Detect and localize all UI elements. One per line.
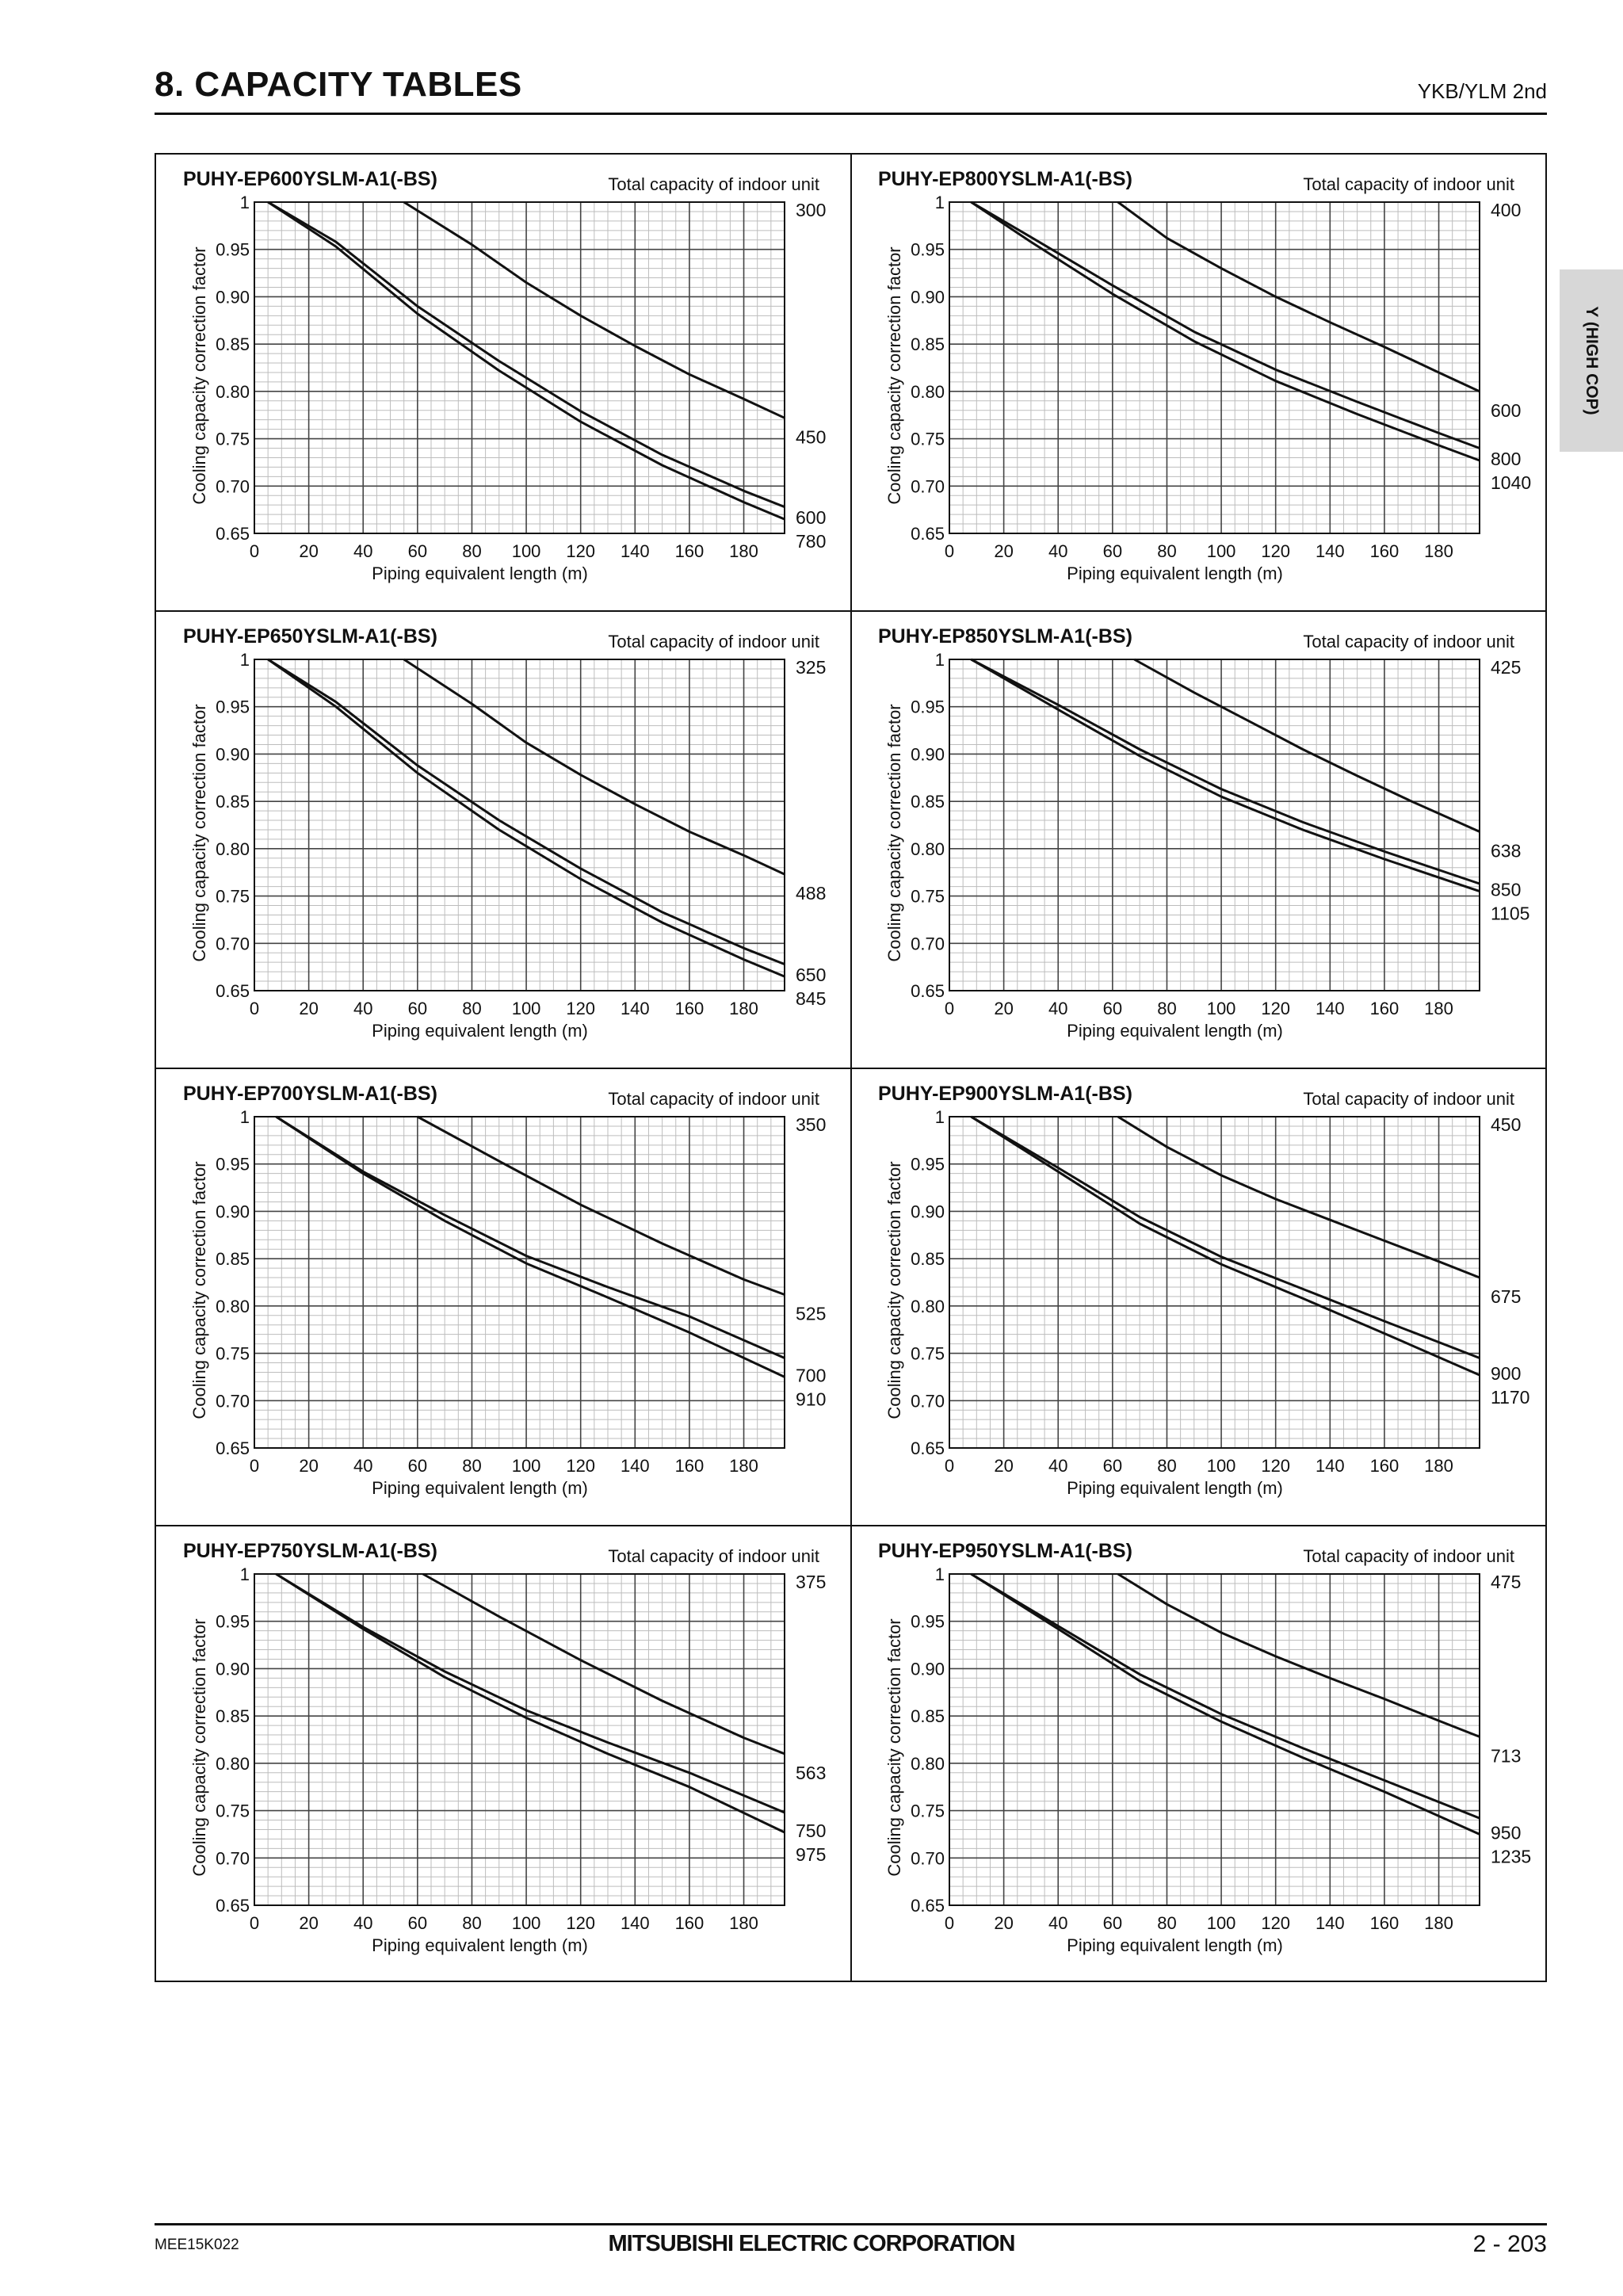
series-end-label: 488 (796, 883, 827, 904)
y-tick-label: 0.70 (911, 1391, 945, 1412)
x-axis-label: Piping equivalent length (m) (1067, 1021, 1283, 1041)
chart-cell (851, 155, 1546, 611)
y-tick-label: 0.80 (216, 1296, 250, 1316)
x-tick-label: 80 (1157, 541, 1177, 561)
x-tick-label: 100 (511, 999, 541, 1018)
x-tick-label: 20 (994, 999, 1014, 1018)
y-tick-label: 0.65 (216, 1438, 250, 1458)
x-tick-label: 140 (1315, 999, 1345, 1018)
y-tick-label: 0.70 (216, 934, 250, 954)
chart-ep900 (851, 1069, 1546, 1526)
x-tick-label: 80 (1157, 1913, 1177, 1933)
y-tick-label: 0.85 (216, 1706, 250, 1727)
y-axis-label: Cooling capacity correction factor (884, 704, 904, 962)
y-tick-label: 0.75 (911, 429, 945, 449)
x-axis-label: Piping equivalent length (m) (1067, 1935, 1283, 1955)
y-tick-label: 0.80 (911, 1753, 945, 1774)
footer-divider (155, 2223, 1547, 2225)
x-tick-label: 60 (407, 1913, 428, 1933)
y-tick-label: 0.95 (911, 697, 945, 717)
series-end-label: 600 (1491, 399, 1522, 421)
series-end-label: 600 (796, 507, 827, 529)
series-end-label: 650 (796, 965, 827, 986)
x-tick-label: 80 (462, 541, 482, 561)
x-tick-label: 140 (620, 999, 650, 1018)
series-end-label: 350 (796, 1114, 827, 1135)
x-tick-label: 20 (299, 541, 319, 561)
plot-frame (254, 1574, 785, 1905)
x-tick-label: 60 (1102, 999, 1123, 1018)
minor-gridlines (254, 1117, 785, 1448)
x-tick-label: 160 (1369, 541, 1400, 561)
y-tick-label: 1 (934, 1107, 945, 1127)
grid-divider-horizontal (156, 610, 1545, 612)
y-tick-label: 0.70 (216, 1848, 250, 1869)
y-axis-label: Cooling capacity correction factor (189, 246, 209, 505)
x-tick-label: 120 (1261, 541, 1291, 561)
chart-cell (156, 612, 851, 1068)
major-gridlines (949, 659, 1480, 991)
series-line (971, 1117, 1480, 1375)
series-line (276, 1574, 785, 1813)
y-tick-label: 0.85 (216, 792, 250, 812)
chart-title: PUHY-EP950YSLM-A1(-BS) (878, 1540, 1132, 1562)
y-axis-label: Cooling capacity correction factor (884, 246, 904, 505)
x-tick-label: 40 (353, 1913, 373, 1933)
chart-cell (851, 1526, 1546, 1983)
plot-frame (949, 202, 1480, 533)
y-tick-label: 0.75 (911, 1801, 945, 1821)
legend-title: Total capacity of indoor unit (608, 1089, 819, 1109)
x-tick-label: 80 (462, 999, 482, 1018)
document-code: MEE15K022 (155, 2237, 239, 2253)
y-tick-label: 0.75 (911, 1343, 945, 1364)
series-line (971, 659, 1480, 884)
plot-frame (949, 1574, 1480, 1905)
legend-title: Total capacity of indoor unit (1303, 1546, 1514, 1566)
x-tick-label: 160 (674, 1456, 705, 1476)
x-tick-label: 40 (1048, 999, 1068, 1018)
x-tick-label: 0 (249, 999, 260, 1018)
y-axis-label: Cooling capacity correction factor (884, 1618, 904, 1877)
chart-title: PUHY-EP900YSLM-A1(-BS) (878, 1083, 1132, 1105)
x-tick-label: 140 (1315, 1913, 1345, 1933)
y-tick-label: 0.90 (911, 1201, 945, 1222)
x-tick-label: 20 (299, 999, 319, 1018)
series-end-label: 1235 (1491, 1846, 1532, 1867)
x-axis-label: Piping equivalent length (m) (372, 1021, 588, 1041)
x-tick-label: 100 (511, 541, 541, 561)
x-tick-label: 20 (994, 1913, 1014, 1933)
x-tick-label: 80 (1157, 1456, 1177, 1476)
series-end-label: 780 (796, 531, 827, 552)
x-tick-label: 160 (1369, 1456, 1400, 1476)
y-tick-label: 0.90 (216, 1201, 250, 1222)
y-tick-label: 0.65 (216, 981, 250, 1001)
y-tick-label: 0.80 (216, 839, 250, 859)
x-tick-label: 180 (729, 999, 758, 1018)
x-tick-label: 20 (299, 1456, 319, 1476)
capacity-chart-grid (155, 153, 1547, 1982)
series-end-label: 450 (1491, 1114, 1522, 1135)
y-tick-label: 0.90 (216, 287, 250, 308)
chart-ep950 (851, 1526, 1546, 1983)
series-end-label: 450 (796, 426, 827, 448)
y-tick-label: 0.90 (911, 1659, 945, 1679)
chart-ep650 (156, 612, 851, 1068)
x-tick-label: 100 (1206, 1456, 1236, 1476)
y-tick-label: 1 (239, 650, 250, 670)
series-end-label: 300 (796, 200, 827, 220)
y-tick-label: 0.65 (911, 981, 945, 1001)
legend-title: Total capacity of indoor unit (1303, 174, 1514, 194)
y-tick-label: 0.75 (216, 1801, 250, 1821)
y-tick-label: 0.85 (911, 1706, 945, 1727)
y-tick-label: 0.70 (216, 1391, 250, 1412)
x-tick-label: 100 (1206, 999, 1236, 1018)
x-tick-label: 180 (729, 1913, 758, 1933)
x-tick-label: 120 (1261, 1456, 1291, 1476)
series-line (276, 1574, 785, 1832)
chart-title: PUHY-EP750YSLM-A1(-BS) (183, 1540, 437, 1562)
minor-gridlines (949, 1117, 1480, 1448)
x-tick-label: 120 (1261, 999, 1291, 1018)
y-tick-label: 0.70 (911, 476, 945, 497)
page-title: 8. CAPACITY TABLES (155, 65, 522, 104)
x-tick-label: 100 (511, 1456, 541, 1476)
series-line (276, 1117, 785, 1377)
series-end-label: 400 (1491, 200, 1522, 220)
plot-frame (949, 659, 1480, 991)
y-tick-label: 0.65 (911, 1438, 945, 1458)
x-tick-label: 140 (620, 1456, 650, 1476)
x-axis-label: Piping equivalent length (m) (1067, 563, 1283, 583)
x-tick-label: 100 (511, 1913, 541, 1933)
y-tick-label: 0.80 (911, 381, 945, 402)
y-tick-label: 1 (239, 1564, 250, 1584)
y-tick-label: 1 (934, 650, 945, 670)
series-end-label: 675 (1491, 1286, 1522, 1308)
model-series-label: YKB/YLM 2nd (1417, 79, 1547, 103)
x-tick-label: 40 (1048, 541, 1068, 561)
x-tick-label: 160 (1369, 999, 1400, 1018)
series-line (1134, 659, 1480, 831)
y-tick-label: 0.80 (216, 1753, 250, 1774)
y-tick-label: 0.80 (216, 381, 250, 402)
y-tick-label: 0.70 (911, 1848, 945, 1869)
x-tick-label: 120 (566, 541, 596, 561)
legend-title: Total capacity of indoor unit (608, 174, 819, 194)
section-side-tab-label: Y (HIGH COP) (1583, 306, 1601, 415)
series-end-label: 325 (796, 657, 827, 678)
series-end-label: 563 (796, 1762, 827, 1783)
y-tick-label: 0.95 (216, 697, 250, 717)
x-tick-label: 160 (1369, 1913, 1400, 1933)
x-tick-label: 0 (944, 1913, 955, 1933)
x-tick-label: 160 (674, 999, 705, 1018)
series-end-label: 425 (1491, 657, 1522, 678)
legend-title: Total capacity of indoor unit (608, 1546, 819, 1566)
series-end-label: 475 (1491, 1572, 1522, 1592)
chart-cell (156, 1526, 851, 1983)
x-tick-label: 0 (944, 1456, 955, 1476)
y-tick-label: 0.65 (216, 524, 250, 544)
x-tick-label: 60 (1102, 541, 1123, 561)
y-tick-label: 0.65 (911, 524, 945, 544)
x-tick-label: 120 (566, 1456, 596, 1476)
y-axis-label: Cooling capacity correction factor (189, 704, 209, 962)
x-axis-label: Piping equivalent length (m) (1067, 1478, 1283, 1498)
series-end-label: 700 (796, 1365, 827, 1386)
y-tick-label: 1 (239, 193, 250, 212)
section-side-tab[interactable] (1560, 269, 1623, 452)
y-tick-label: 1 (934, 1564, 945, 1584)
series-end-label: 975 (796, 1844, 827, 1866)
series-line (971, 202, 1480, 460)
x-tick-label: 40 (1048, 1456, 1068, 1476)
chart-cell (156, 1069, 851, 1526)
x-tick-label: 60 (407, 1456, 428, 1476)
x-tick-label: 180 (1424, 999, 1453, 1018)
grid-divider-horizontal (156, 1525, 1545, 1526)
minor-gridlines (949, 1574, 1480, 1905)
y-tick-label: 0.85 (911, 1249, 945, 1270)
x-tick-label: 120 (566, 1913, 596, 1933)
plot-frame (254, 1117, 785, 1448)
y-tick-label: 0.70 (911, 934, 945, 954)
series-end-label: 638 (1491, 840, 1522, 861)
x-tick-label: 60 (1102, 1456, 1123, 1476)
x-tick-label: 180 (1424, 1456, 1453, 1476)
major-gridlines (254, 1117, 785, 1448)
chart-ep850 (851, 612, 1546, 1068)
y-tick-label: 0.90 (216, 744, 250, 765)
x-tick-label: 0 (944, 541, 955, 561)
x-tick-label: 0 (249, 541, 260, 561)
y-tick-label: 0.95 (911, 1154, 945, 1175)
x-tick-label: 160 (674, 1913, 705, 1933)
series-end-label: 375 (796, 1572, 827, 1592)
y-axis-label: Cooling capacity correction factor (189, 1618, 209, 1877)
y-tick-label: 0.95 (216, 239, 250, 260)
grid-divider-horizontal (156, 1068, 1545, 1069)
y-tick-label: 0.65 (216, 1896, 250, 1916)
chart-ep600 (156, 155, 851, 611)
series-end-label: 1105 (1491, 903, 1530, 924)
legend-title: Total capacity of indoor unit (608, 632, 819, 651)
series-end-label: 845 (796, 988, 827, 1010)
y-axis-label: Cooling capacity correction factor (884, 1161, 904, 1419)
series-line (971, 1574, 1480, 1818)
series-end-label: 525 (796, 1303, 827, 1324)
y-tick-label: 0.70 (216, 476, 250, 497)
x-tick-label: 80 (462, 1456, 482, 1476)
x-tick-label: 140 (1315, 541, 1345, 561)
x-tick-label: 40 (1048, 1913, 1068, 1933)
y-tick-label: 0.75 (216, 886, 250, 907)
y-tick-label: 0.95 (911, 239, 945, 260)
x-tick-label: 100 (1206, 541, 1236, 561)
y-axis-label: Cooling capacity correction factor (189, 1161, 209, 1419)
x-tick-label: 160 (674, 541, 705, 561)
y-tick-label: 0.85 (911, 792, 945, 812)
plot-frame (949, 1117, 1480, 1448)
chart-ep800 (851, 155, 1546, 611)
company-name: MITSUBISHI ELECTRIC CORPORATION (608, 2231, 1015, 2256)
x-tick-label: 100 (1206, 1913, 1236, 1933)
series-end-label: 950 (1491, 1822, 1522, 1843)
page-number: 2 - 203 (1472, 2231, 1547, 2257)
y-tick-label: 0.75 (911, 886, 945, 907)
y-tick-label: 0.90 (911, 744, 945, 765)
minor-gridlines (949, 202, 1480, 533)
x-tick-label: 80 (462, 1913, 482, 1933)
y-tick-label: 0.65 (911, 1896, 945, 1916)
legend-title: Total capacity of indoor unit (1303, 1089, 1514, 1109)
series-line (971, 1574, 1480, 1834)
series-end-label: 1170 (1491, 1387, 1530, 1408)
minor-gridlines (949, 659, 1480, 991)
y-tick-label: 0.90 (216, 1659, 250, 1679)
series-line (971, 659, 1480, 892)
chart-cell (851, 1069, 1546, 1526)
y-tick-label: 0.95 (216, 1611, 250, 1632)
x-tick-label: 140 (1315, 1456, 1345, 1476)
x-tick-label: 140 (620, 541, 650, 561)
x-tick-label: 20 (994, 1456, 1014, 1476)
major-gridlines (949, 1574, 1480, 1905)
legend-title: Total capacity of indoor unit (1303, 632, 1514, 651)
series-end-label: 1040 (1491, 472, 1532, 494)
series-end-label: 900 (1491, 1363, 1522, 1385)
x-axis-label: Piping equivalent length (m) (372, 563, 588, 583)
y-tick-label: 0.95 (911, 1611, 945, 1632)
series-line (971, 1117, 1480, 1358)
x-tick-label: 180 (729, 541, 758, 561)
minor-gridlines (254, 1574, 785, 1905)
y-tick-label: 0.85 (216, 334, 250, 355)
y-tick-label: 0.85 (911, 334, 945, 355)
x-tick-label: 60 (407, 999, 428, 1018)
x-tick-label: 40 (353, 999, 373, 1018)
series-end-label: 713 (1491, 1745, 1522, 1767)
series-end-label: 800 (1491, 449, 1522, 470)
series-end-label: 750 (796, 1820, 827, 1842)
chart-title: PUHY-EP650YSLM-A1(-BS) (183, 625, 437, 648)
y-tick-label: 0.80 (911, 1296, 945, 1316)
x-tick-label: 180 (729, 1456, 758, 1476)
x-tick-label: 20 (994, 541, 1014, 561)
x-tick-label: 60 (1102, 1913, 1123, 1933)
x-tick-label: 0 (249, 1913, 260, 1933)
chart-title: PUHY-EP800YSLM-A1(-BS) (878, 168, 1132, 190)
x-tick-label: 20 (299, 1913, 319, 1933)
y-tick-label: 0.90 (911, 287, 945, 308)
x-axis-label: Piping equivalent length (m) (372, 1478, 588, 1498)
y-tick-label: 0.75 (216, 429, 250, 449)
y-tick-label: 0.85 (216, 1249, 250, 1270)
chart-title: PUHY-EP700YSLM-A1(-BS) (183, 1083, 437, 1105)
x-tick-label: 140 (620, 1913, 650, 1933)
major-gridlines (949, 1117, 1480, 1448)
y-tick-label: 1 (934, 193, 945, 212)
chart-ep700 (156, 1069, 851, 1526)
x-tick-label: 120 (1261, 1913, 1291, 1933)
header-divider (155, 113, 1547, 115)
chart-cell (851, 612, 1546, 1068)
major-gridlines (254, 1574, 785, 1905)
y-tick-label: 0.75 (216, 1343, 250, 1364)
x-tick-label: 80 (1157, 999, 1177, 1018)
x-tick-label: 0 (249, 1456, 260, 1476)
x-tick-label: 180 (1424, 1913, 1453, 1933)
x-tick-label: 40 (353, 1456, 373, 1476)
x-tick-label: 120 (566, 999, 596, 1018)
y-tick-label: 1 (239, 1107, 250, 1127)
chart-cell (156, 155, 851, 611)
x-tick-label: 60 (407, 541, 428, 561)
x-tick-label: 180 (1424, 541, 1453, 561)
x-tick-label: 0 (944, 999, 955, 1018)
y-tick-label: 0.80 (911, 839, 945, 859)
series-end-label: 910 (796, 1389, 827, 1410)
y-tick-label: 0.95 (216, 1154, 250, 1175)
x-axis-label: Piping equivalent length (m) (372, 1935, 588, 1955)
series-end-label: 850 (1491, 879, 1522, 900)
chart-ep750 (156, 1526, 851, 1983)
x-tick-label: 40 (353, 541, 373, 561)
chart-title: PUHY-EP850YSLM-A1(-BS) (878, 625, 1132, 648)
major-gridlines (949, 202, 1480, 533)
series-line (276, 1117, 785, 1358)
chart-title: PUHY-EP600YSLM-A1(-BS) (183, 168, 437, 190)
